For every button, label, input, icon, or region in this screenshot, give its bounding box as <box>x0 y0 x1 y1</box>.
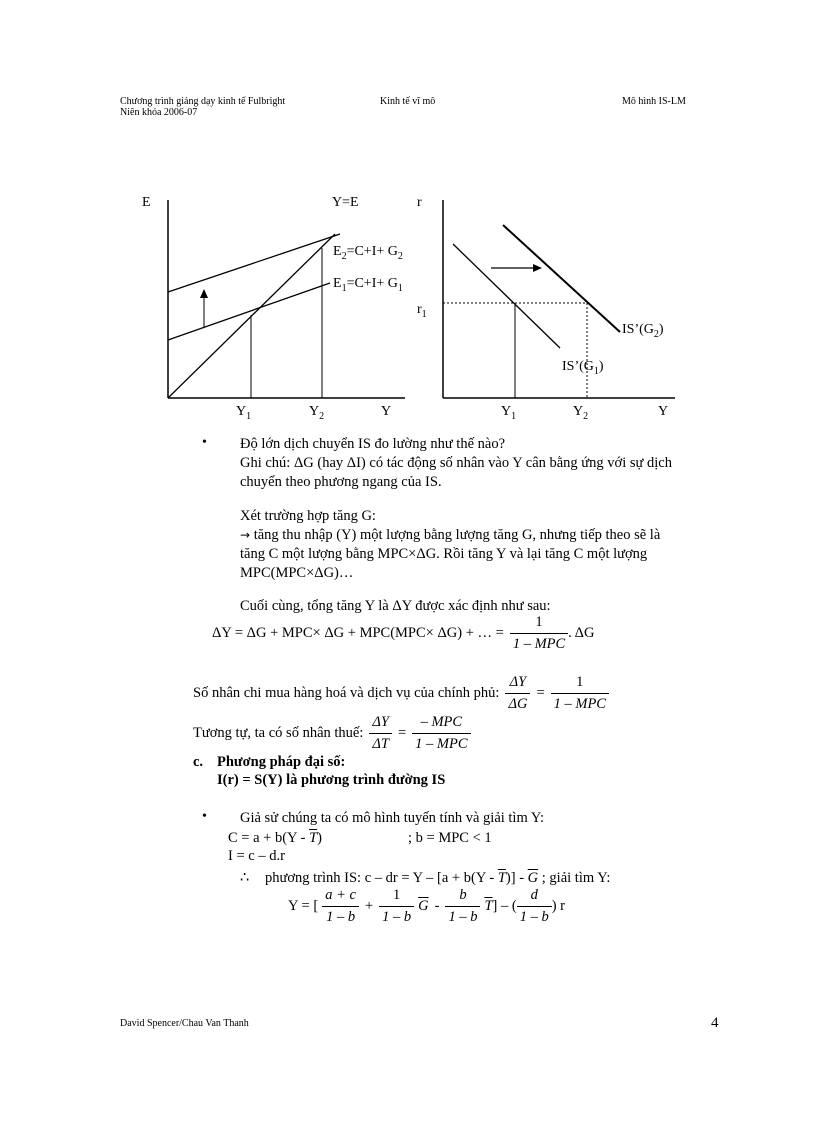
shift-up-arrow-head <box>200 289 208 298</box>
keynesian-cross-diagram <box>130 188 410 428</box>
bullet-dot: • <box>202 435 207 450</box>
multiplier-t: Tương tự, ta có số nhân thuế: $\frac{\Delta Y}{\Delta T}$ = $\frac{\text{– MPC}}{\text{1 – MPC}}$ <box>193 713 471 754</box>
footer-author: David Spencer/Chau Van Thanh <box>120 1018 249 1029</box>
label-e1: $E_1=C+I+ G_1$ <box>333 276 403 294</box>
label-y-equals-e: Y=E <box>332 195 359 210</box>
label-is-g1: $IS’(G_1)$ <box>562 359 604 377</box>
label-r1: $r_1$ <box>417 302 427 320</box>
axis-label-y: Y <box>658 404 669 419</box>
line-e1 <box>168 283 330 340</box>
mpc-condition: ; b = MPC < 1 <box>408 830 492 846</box>
bullet2-intro: Giả sử chúng ta có mô hình tuyến tính và giải tìm Y: <box>240 810 544 826</box>
is-equation: phương trình IS: c – dr = $Y - [a + b(Y - \overline{T})] - \overline{G}$ ; giải tìm Y: <box>265 870 611 886</box>
tick-y2: $Y_2$ <box>573 404 589 422</box>
curve-is-g2 <box>503 225 620 332</box>
final-line: Cuối cùng, tổng tăng Y là ΔY được xác định như sau: <box>240 598 551 614</box>
bullet1-question: Độ lớn dịch chuyển IS đo lường như thế nào? <box>240 436 506 452</box>
header-year: Niên khóa 2006-07 <box>120 107 198 118</box>
consumption-equation: $C = a + b(Y - \overline{T})$ <box>228 830 322 846</box>
bullet1-note-line2: chuyển theo phương ngang của IS. <box>240 474 442 490</box>
header-program: Chương trình giảng dạy kinh tế Fulbright <box>120 96 286 107</box>
is-shift-diagram <box>410 188 690 428</box>
case-line2: tăng C một lượng bằng MPC×ΔG. Rồi tăng Y và lại tăng C một lượng <box>240 546 648 562</box>
shift-right-arrow-head <box>533 264 542 272</box>
bullet1-note-line1: Ghi chú: ΔG (hay ΔI) có tác động số nhân vào Y cân bằng ứng với sự dịch <box>240 455 672 471</box>
section-c-title: Phương pháp đại số: <box>217 754 346 770</box>
axis-label-r: r <box>417 195 422 210</box>
multiplier-g: Số nhân chi mua hàng hoá và dịch vụ của chính phủ: $\frac{\Delta Y}{\Delta G}$ = $\frac{1}{\text{1 – MPC}}$ <box>193 673 609 714</box>
axis-label-y: Y <box>381 404 392 419</box>
section-c-subtitle: I(r) = S(Y) là phương trình đường IS <box>217 772 446 788</box>
header-course: Kinh tế vĩ mô <box>380 96 436 107</box>
solved-y-equation: Y = [ $\frac{a + c}{1 - b}$ + $\frac{1}{1 - b}$ $\overline{G}$ - $\frac{b}{1 - b}$ $\overline{T}$ ] – ( $\frac{d}{1 - b}$ ) r <box>288 887 565 925</box>
curve-is-g1 <box>453 244 560 348</box>
line-e2 <box>168 234 340 292</box>
tick-y1: $Y_1$ <box>236 404 252 422</box>
page-number: 4 <box>711 1015 719 1031</box>
case-line1: → tăng thu nhập (Y) một lượng bằng lượng tăng G, nhưng tiếp theo sẽ là <box>240 527 661 543</box>
therefore-symbol: ∴ <box>240 870 250 886</box>
label-e2: $E_2=C+I+ G_2$ <box>333 244 403 262</box>
right-arrow-icon: → <box>240 528 251 542</box>
tick-y2: $Y_2$ <box>309 404 325 422</box>
equation-delta-y: ΔY = ΔG + MPC× ΔG + MPC(MPC× ΔG) + … = $\frac{1}{\text{1 – MPC}}$ . ΔG <box>212 614 595 652</box>
bullet-dot: • <box>202 809 207 824</box>
axis-label-e: E <box>142 195 151 210</box>
header-topic: Mô hình IS-LM <box>622 96 686 107</box>
case-title: Xét trường hợp tăng G: <box>240 508 376 524</box>
case-line3: MPC(MPC×ΔG)… <box>240 565 354 581</box>
section-c-letter: c. <box>193 754 204 770</box>
investment-equation: I = c – d.r <box>228 848 285 864</box>
tick-y1: $Y_1$ <box>501 404 517 422</box>
label-is-g2: $IS’(G_2)$ <box>622 322 664 340</box>
